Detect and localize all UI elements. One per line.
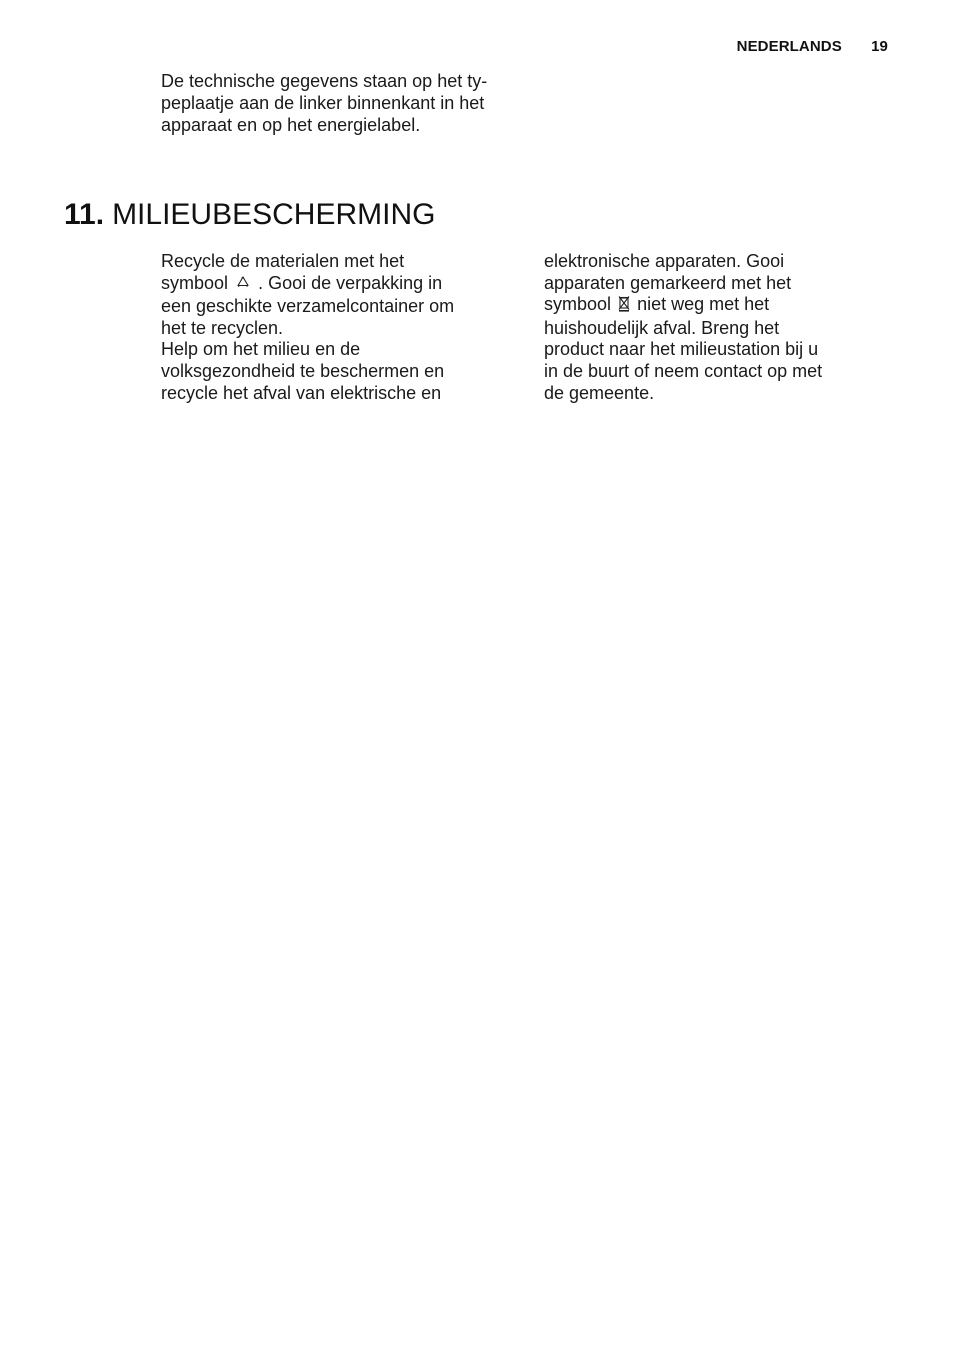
body-line: elektronische apparaten. Gooi	[544, 251, 785, 271]
intro-line: De technische gegevens staan op het ty-	[161, 71, 488, 91]
body-line: product naar het milieustation bij u	[544, 339, 819, 360]
body-line: volksgezondheid te beschermen en	[161, 360, 445, 381]
page-number: 19	[871, 38, 888, 55]
section-title-text: MILIEUBESCHERMING	[112, 198, 436, 231]
body-line: Help om het milieu en de	[161, 339, 361, 360]
body-text: niet weg met het	[637, 294, 770, 315]
intro-paragraph	[161, 70, 531, 136]
intro-line: apparaat en op het energielabel.	[161, 115, 421, 135]
body-line: recycle het afval van elektrische en	[161, 382, 442, 403]
language-label: NEDERLANDS	[736, 38, 842, 55]
body-line: de gemeente.	[544, 382, 655, 403]
page-header	[737, 38, 888, 55]
body-line-with-icon	[161, 273, 501, 297]
body-line: apparaten gemarkeerd met het	[544, 272, 792, 293]
left-column	[161, 251, 501, 404]
body-line: het te recyclen.	[161, 317, 284, 338]
crossed-out-wheelie-bin-icon	[618, 295, 630, 318]
section-number: 11.	[64, 198, 105, 231]
body-line-with-icon	[544, 294, 874, 318]
body-line: huishoudelijk afval. Breng het	[544, 317, 780, 338]
body-line: een geschikte verzamelcontainer om	[161, 296, 455, 317]
intro-line: peplaatje aan de linker binnenkant in het	[161, 93, 485, 113]
body-text: symbool	[544, 294, 612, 315]
body-line: Recycle de materialen met het	[161, 251, 405, 271]
right-column	[544, 251, 874, 404]
section-heading	[64, 196, 435, 234]
body-text: . Gooi de verpakking in	[258, 272, 443, 293]
body-text: symbool	[161, 272, 229, 293]
body-line: in de buurt of neem contact op met	[544, 360, 823, 381]
recycle-icon	[235, 275, 251, 297]
